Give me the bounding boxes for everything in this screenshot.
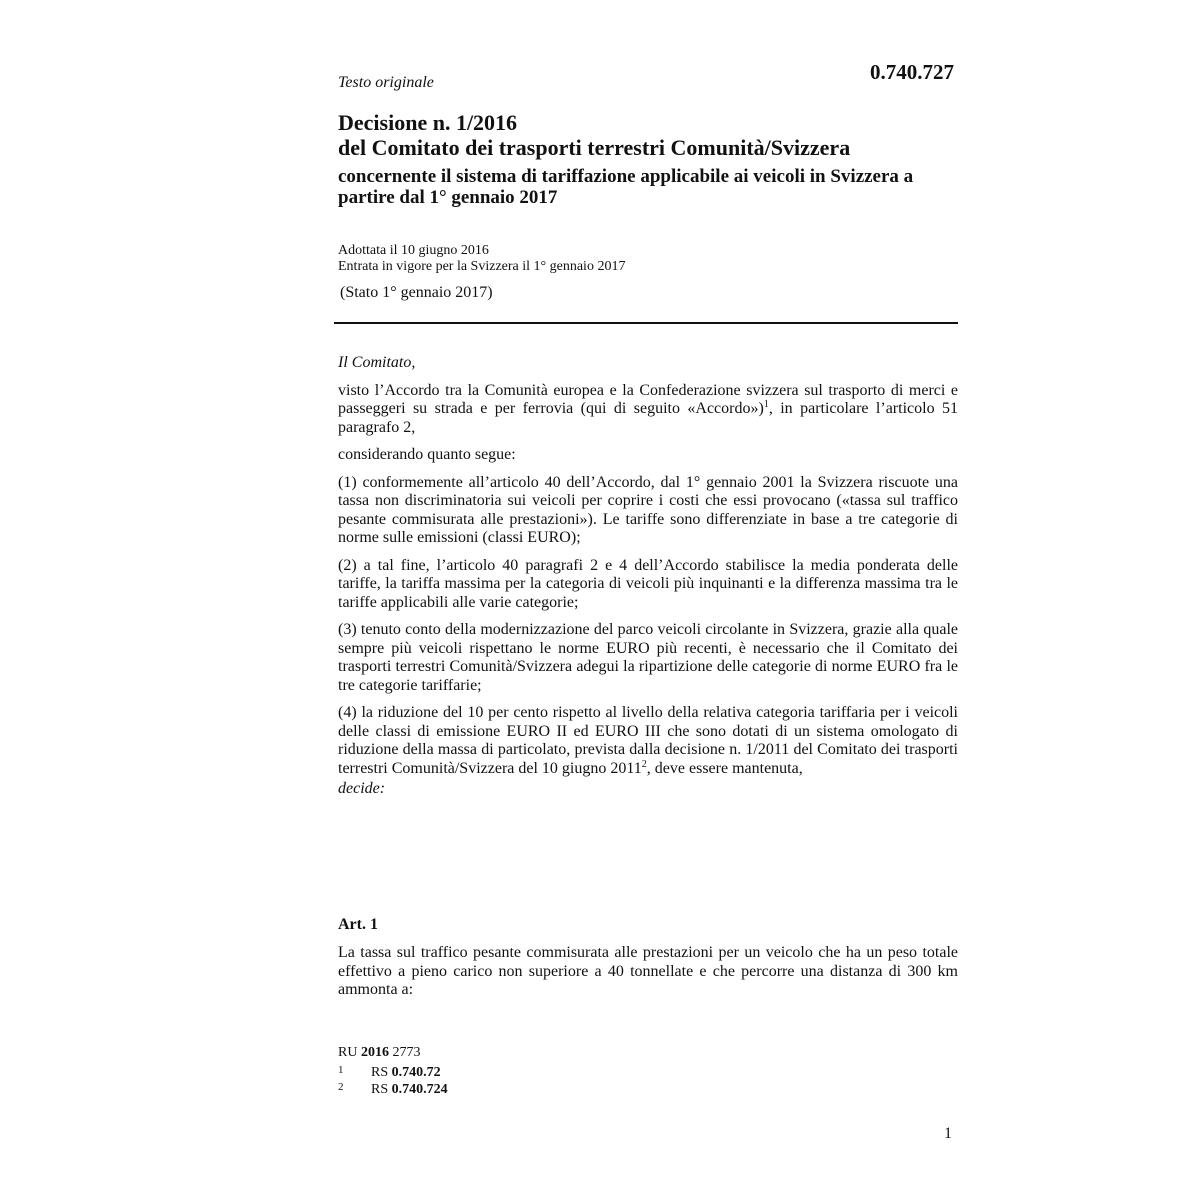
preamble [338,354,958,808]
recital-3: (3) tenuto conto della modernizzazione del parco veicoli circolante in Svizzera, grazie alla quale sempre più veicoli rispettano le norme EURO più recenti, è necessario che il Comitato dei trasporti terrestri Comunità/Svizzera adegui la ripartizione delle categorie di norme EURO fra le tre categorie tariffarie; [338,621,958,694]
footnote-2-link[interactable]: 0.740.724 [391,1082,448,1097]
original-text-label: Testo originale [338,74,434,91]
footnote-ref-2[interactable]: 2 [641,758,647,770]
document-title [338,110,958,160]
article-1-text: La tassa sul traffico pesante commisurata alle prestazioni per un veicolo che ha un peso totale effettivo a pieno carico non superiore a 40 tonnellate e che percorre una distanza di 300 km ammonta a: [338,944,958,998]
state-date: (Stato 1° gennaio 2017) [340,284,493,301]
title-line-1: Decisione n. 1/2016 [338,110,518,135]
preamble-decide: decide: [338,780,386,797]
dates-block [338,243,958,275]
recital-1: (1) conformemente all’articolo 40 dell’Accordo, dal 1° gennaio 2001 la Svizzera riscuote una tassa non discriminatoria sui veicoli per coprire i costi che essi provocano («tassa sul traffico pesante commisurata alle prestazioni»). Le tariffe sono differenziate in base a tre categorie di norme sulle emissioni (classi EURO); [338,473,958,546]
ru-reference: RU 2016 2773 [338,1045,421,1060]
footnote-1: 1 RS 0.740.72 [338,1064,441,1080]
footnote-2: 2 RS 0.740.724 [338,1081,448,1097]
footnote-1-link[interactable]: 0.740.72 [391,1065,441,1080]
page-number: 1 [944,1125,952,1142]
recital-4: (4) la riduzione del 10 per cento rispetto al livello della relativa categoria tariffaria per i veicoli delle classi di emissione EURO II ed EURO III che sono dotati di un sistema omologato di riduzione della massa di particolato, prevista dalla decisione n. 1/2011 del Comitato dei trasporti terrestri Comunità/Svizzera del 10 giugno 2011$^2$, deve essere mantenuta, [338,704,958,777]
header-divider [334,322,958,324]
document-subtitle: concernente il sistema di tariffazione applicabile ai veicoli in Svizzera a partire dal 1° gennaio 2017 [338,166,914,208]
article-1-heading: Art. 1 [338,916,378,933]
in-force-date: Entrata in vigore per la Svizzera il 1° gennaio 2017 [338,259,626,274]
adopted-date: Adottata il 10 giugno 2016 [338,243,489,258]
footnote-ref-1[interactable]: 1 [763,399,769,410]
preamble-visto: visto l’Accordo tra la Comunità europea e la Confederazione svizzera sul trasporto di merci e passeggeri su strada e per ferrovia (qui di seguito «Accordo»)$^1$, in particolare l’articolo 51 paragrafo 2, [338,381,958,436]
title-line-2: del Comitato dei trasporti terrestri Comunità/Svizzera [338,135,851,160]
sr-number: 0.740.727 [870,60,954,84]
recital-2: (2) a tal fine, l’articolo 40 paragrafi 2 e 4 dell’Accordo stabilisce la media ponderata delle tariffe, la tariffa massima per la categoria di veicoli più inquinanti e la differenza massima tra le tariffe applicabili alle varie categorie; [338,556,958,611]
preamble-considerando: considerando quanto segue: [338,446,516,463]
preamble-intro: Il Comitato, [338,354,416,371]
